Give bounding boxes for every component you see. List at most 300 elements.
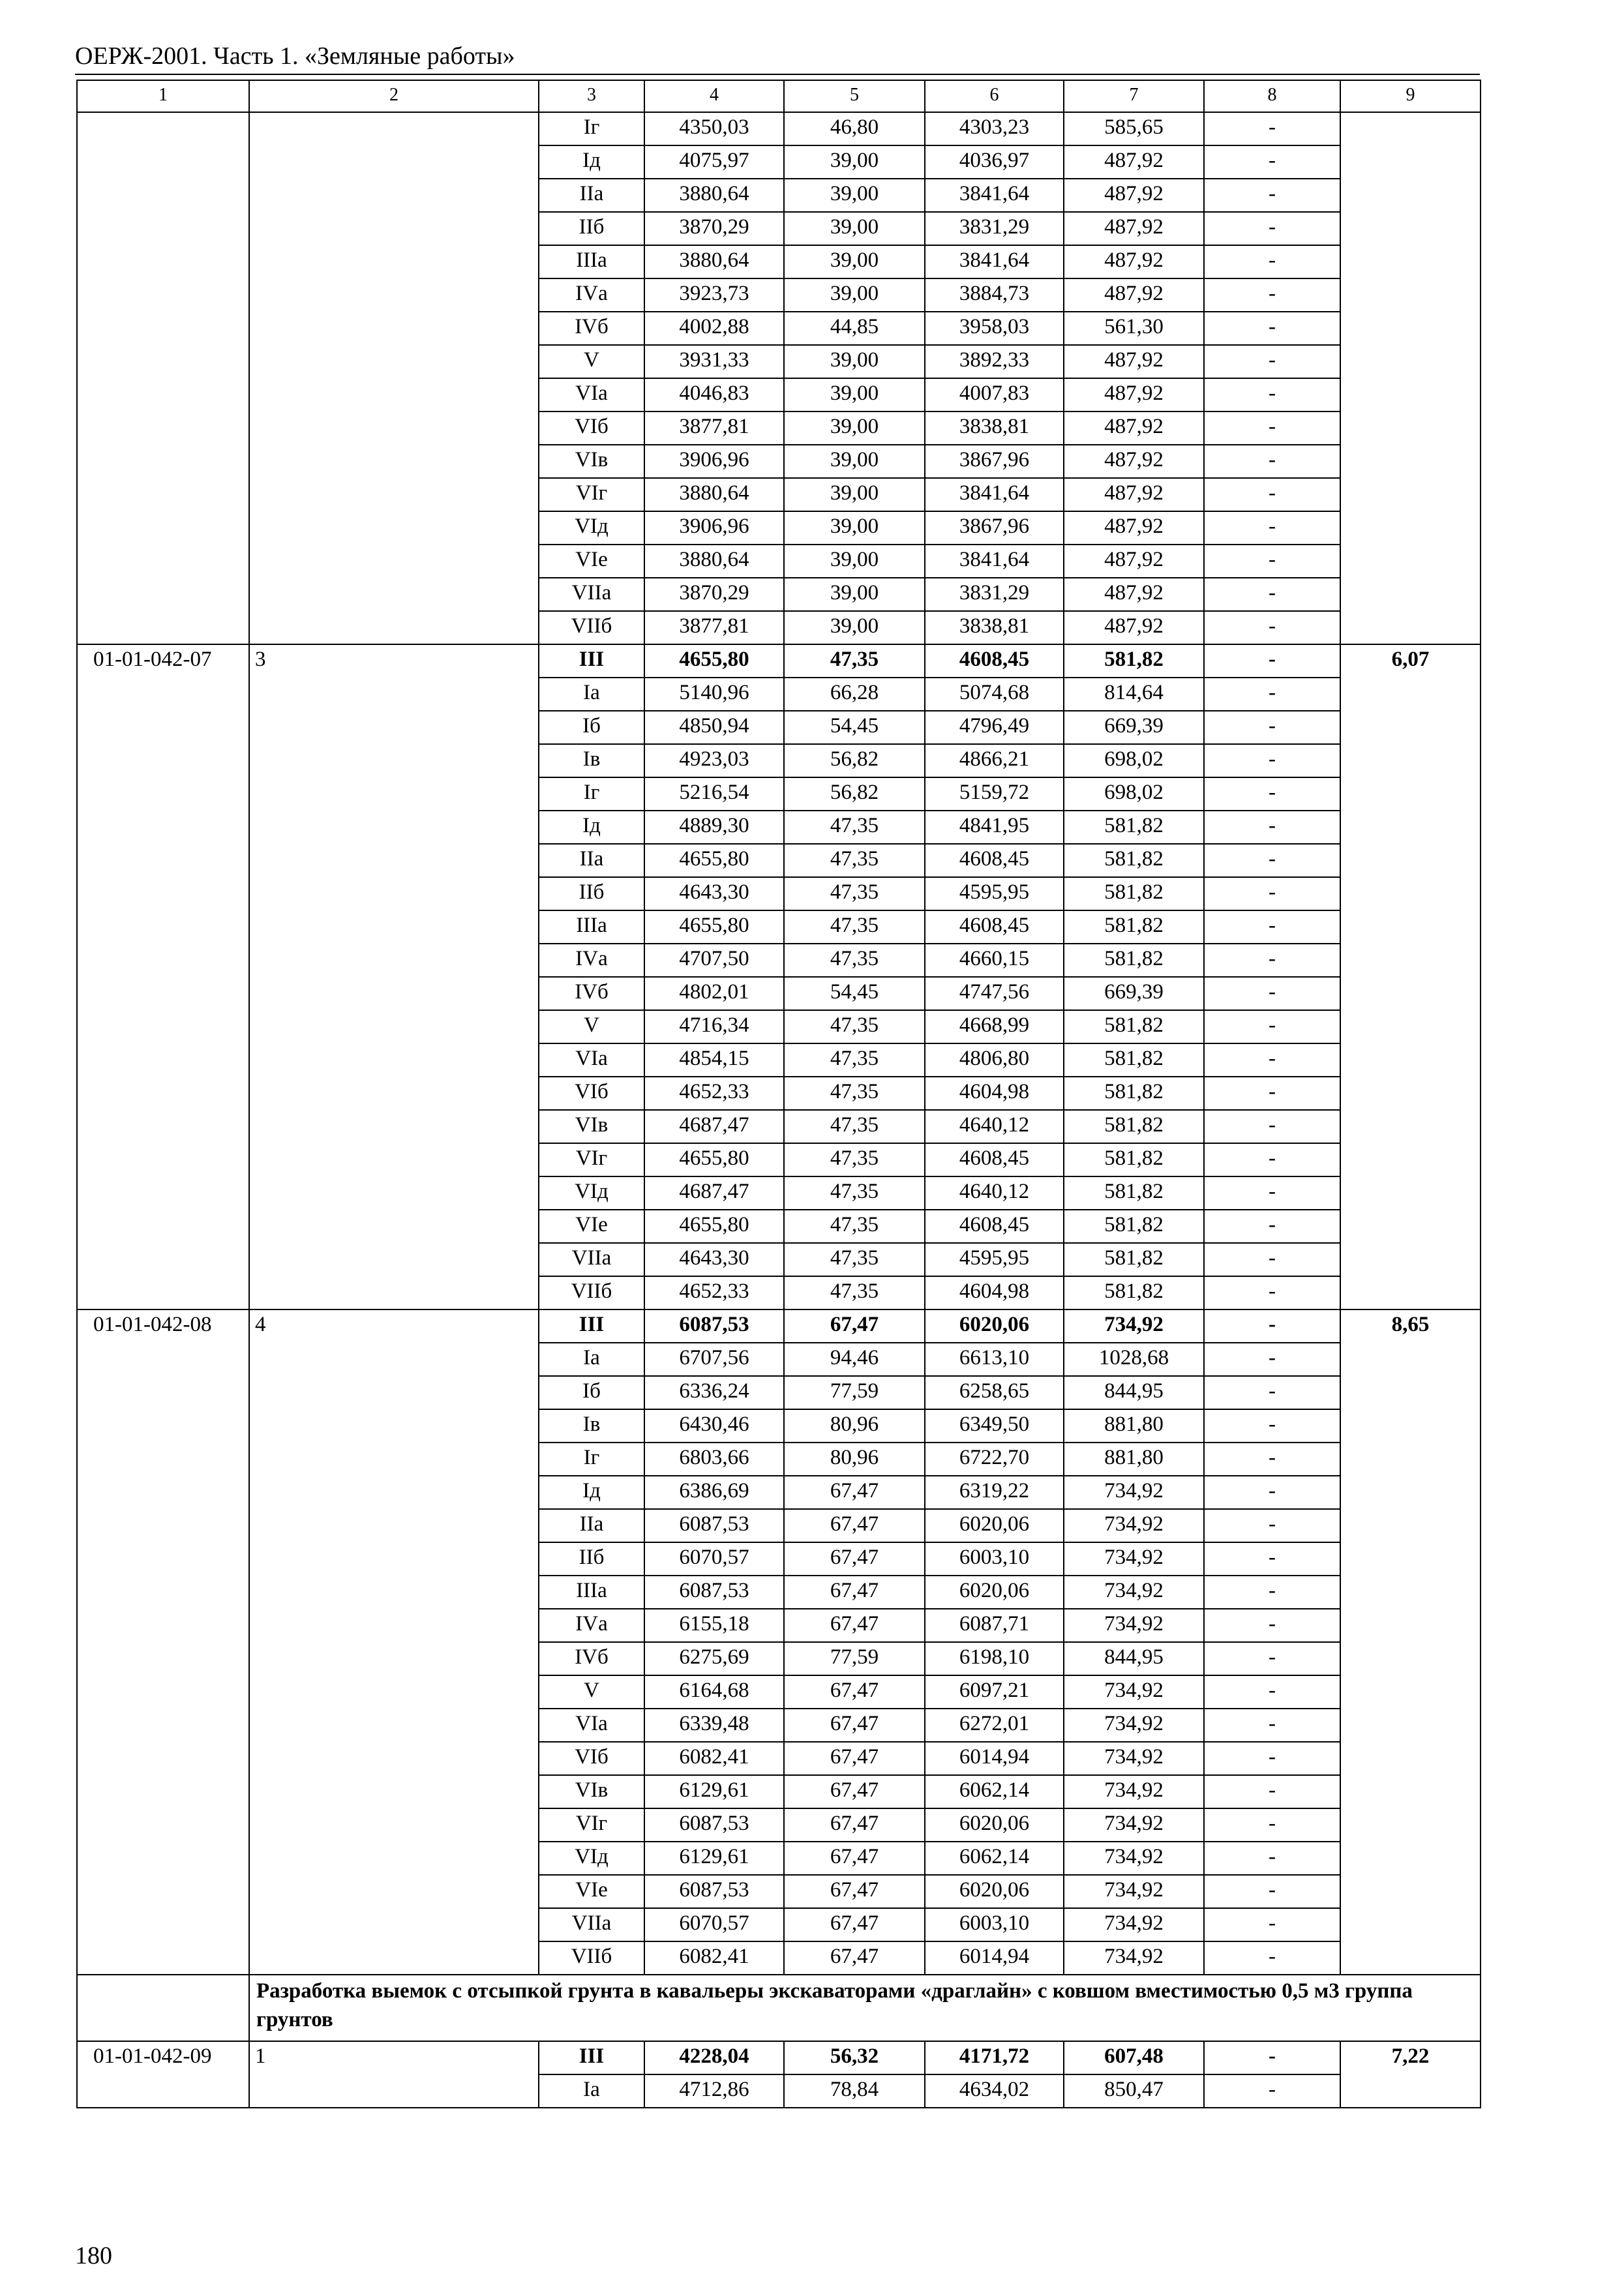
table-row: [77, 2041, 1481, 2074]
value-cell: 77,59: [784, 1642, 925, 1675]
value-cell: 47,35: [784, 1143, 925, 1176]
soil-category-empty: [249, 112, 539, 644]
value-cell: 3892,33: [925, 345, 1064, 378]
value-cell: 4889,30: [644, 811, 784, 844]
value-cell: 6339,48: [644, 1709, 784, 1742]
value-cell: 67,47: [784, 1309, 925, 1343]
value-cell: -: [1204, 944, 1340, 977]
value-cell: 3838,81: [925, 611, 1064, 644]
column-number: 3: [539, 80, 644, 112]
value-cell: -: [1204, 1542, 1340, 1576]
value-cell: 47,35: [784, 1077, 925, 1110]
value-cell: 734,92: [1064, 1742, 1204, 1775]
value-cell: -: [1204, 644, 1340, 678]
value-cell: 3841,64: [925, 545, 1064, 578]
value-cell: 6087,53: [644, 1309, 784, 1343]
value-cell: -: [1204, 1077, 1340, 1110]
value-cell: 844,95: [1064, 1376, 1204, 1409]
value-cell: -: [1204, 1110, 1340, 1143]
value-cell: 6087,53: [644, 1875, 784, 1908]
group-label: Iг: [539, 112, 644, 145]
value-cell: 39,00: [784, 278, 925, 312]
value-cell: 6020,06: [925, 1576, 1064, 1609]
value-cell: 46,80: [784, 112, 925, 145]
group-label: VIIа: [539, 578, 644, 611]
value-cell: 39,00: [784, 378, 925, 411]
value-cell: -: [1204, 245, 1340, 278]
rate-code: 01-01-042-08: [77, 1309, 249, 1975]
rate-code: 01-01-042-07: [77, 644, 249, 1309]
value-cell: 6275,69: [644, 1642, 784, 1675]
group-label: VIе: [539, 1210, 644, 1243]
value-cell: 4608,45: [925, 1143, 1064, 1176]
group-label: VIе: [539, 545, 644, 578]
group-label: Iа: [539, 678, 644, 711]
value-cell: -: [1204, 877, 1340, 910]
value-cell: -: [1204, 278, 1340, 312]
group-label: IIIа: [539, 1576, 644, 1609]
value-cell: 734,92: [1064, 1875, 1204, 1908]
section-title-row: [77, 1975, 1481, 2041]
value-cell: 4668,99: [925, 1010, 1064, 1043]
value-cell: 3831,29: [925, 578, 1064, 611]
value-cell: 67,47: [784, 1775, 925, 1808]
value-cell: -: [1204, 2074, 1340, 2108]
value-cell: 4866,21: [925, 744, 1064, 777]
column-number: 8: [1204, 80, 1340, 112]
section-title-blank: [77, 1975, 249, 2041]
value-cell: 4595,95: [925, 877, 1064, 910]
value-cell: 1028,68: [1064, 1343, 1204, 1376]
value-cell: 47,35: [784, 1176, 925, 1210]
value-cell: 581,82: [1064, 644, 1204, 678]
value-cell: 47,35: [784, 877, 925, 910]
value-cell: 6198,10: [925, 1642, 1064, 1675]
value-cell: -: [1204, 611, 1340, 644]
value-cell: 6062,14: [925, 1775, 1064, 1808]
group-label: VIа: [539, 378, 644, 411]
value-cell: -: [1204, 545, 1340, 578]
labor-cost: 8,65: [1340, 1309, 1481, 1975]
value-cell: 5074,68: [925, 678, 1064, 711]
value-cell: 67,47: [784, 1509, 925, 1542]
table-row: [77, 644, 1481, 678]
value-cell: 6070,57: [644, 1542, 784, 1576]
value-cell: 4634,02: [925, 2074, 1064, 2108]
value-cell: 39,00: [784, 212, 925, 245]
value-cell: 487,92: [1064, 578, 1204, 611]
value-cell: 47,35: [784, 1243, 925, 1276]
value-cell: 39,00: [784, 511, 925, 545]
group-label: IIIа: [539, 910, 644, 944]
value-cell: -: [1204, 1409, 1340, 1443]
value-cell: 77,59: [784, 1376, 925, 1409]
value-cell: 67,47: [784, 1908, 925, 1941]
group-label: IIб: [539, 1542, 644, 1576]
value-cell: 4655,80: [644, 644, 784, 678]
value-cell: 581,82: [1064, 1210, 1204, 1243]
value-cell: 39,00: [784, 411, 925, 445]
group-label: Iв: [539, 1409, 644, 1443]
value-cell: 814,64: [1064, 678, 1204, 711]
value-cell: 6087,53: [644, 1808, 784, 1842]
value-cell: 850,47: [1064, 2074, 1204, 2108]
value-cell: 6014,94: [925, 1742, 1064, 1775]
value-cell: 4350,03: [644, 112, 784, 145]
value-cell: -: [1204, 2041, 1340, 2074]
value-cell: -: [1204, 910, 1340, 944]
soil-category: 1: [249, 2041, 539, 2108]
value-cell: 581,82: [1064, 910, 1204, 944]
value-cell: -: [1204, 1443, 1340, 1476]
value-cell: -: [1204, 1709, 1340, 1742]
value-cell: 39,00: [784, 145, 925, 179]
group-label: VIе: [539, 1875, 644, 1908]
value-cell: -: [1204, 977, 1340, 1010]
value-cell: 47,35: [784, 811, 925, 844]
value-cell: 3838,81: [925, 411, 1064, 445]
value-cell: 6020,06: [925, 1808, 1064, 1842]
value-cell: 4655,80: [644, 844, 784, 877]
value-cell: 581,82: [1064, 944, 1204, 977]
column-number: 7: [1064, 80, 1204, 112]
value-cell: 4854,15: [644, 1043, 784, 1077]
value-cell: 47,35: [784, 844, 925, 877]
group-label: VIв: [539, 1775, 644, 1808]
value-cell: 3880,64: [644, 478, 784, 511]
value-cell: 487,92: [1064, 478, 1204, 511]
value-cell: -: [1204, 145, 1340, 179]
value-cell: 47,35: [784, 1210, 925, 1243]
group-label: VIIа: [539, 1908, 644, 1941]
group-label: IVа: [539, 1609, 644, 1642]
group-label: IVб: [539, 312, 644, 345]
value-cell: 4841,95: [925, 811, 1064, 844]
value-cell: -: [1204, 445, 1340, 478]
value-cell: 66,28: [784, 678, 925, 711]
value-cell: 47,35: [784, 944, 925, 977]
rate-code-empty: [77, 112, 249, 644]
value-cell: 6082,41: [644, 1742, 784, 1775]
value-cell: 5216,54: [644, 777, 784, 811]
value-cell: 585,65: [1064, 112, 1204, 145]
value-cell: 47,35: [784, 1043, 925, 1077]
column-number: 9: [1340, 80, 1481, 112]
group-label: IIа: [539, 179, 644, 212]
value-cell: 3841,64: [925, 245, 1064, 278]
value-cell: 47,35: [784, 910, 925, 944]
value-cell: 80,96: [784, 1409, 925, 1443]
value-cell: 4640,12: [925, 1110, 1064, 1143]
value-cell: 3880,64: [644, 245, 784, 278]
value-cell: 6062,14: [925, 1842, 1064, 1875]
value-cell: 3931,33: [644, 345, 784, 378]
value-cell: 734,92: [1064, 1775, 1204, 1808]
value-cell: 698,02: [1064, 777, 1204, 811]
value-cell: 3880,64: [644, 179, 784, 212]
group-label: VIIб: [539, 611, 644, 644]
group-label: Iг: [539, 777, 644, 811]
value-cell: -: [1204, 1908, 1340, 1941]
value-cell: 581,82: [1064, 844, 1204, 877]
group-label: Iа: [539, 1343, 644, 1376]
group-label: Iд: [539, 1476, 644, 1509]
value-cell: 734,92: [1064, 1842, 1204, 1875]
value-cell: 6129,61: [644, 1842, 784, 1875]
group-label: IIIа: [539, 245, 644, 278]
group-label: Iд: [539, 811, 644, 844]
value-cell: 4850,94: [644, 711, 784, 744]
value-cell: 3841,64: [925, 179, 1064, 212]
value-cell: 6258,65: [925, 1376, 1064, 1409]
value-cell: 4687,47: [644, 1176, 784, 1210]
group-label: VIд: [539, 1176, 644, 1210]
value-cell: 6430,46: [644, 1409, 784, 1443]
value-cell: 487,92: [1064, 345, 1204, 378]
value-cell: -: [1204, 1609, 1340, 1642]
value-cell: 3841,64: [925, 478, 1064, 511]
value-cell: 4643,30: [644, 877, 784, 910]
value-cell: 94,46: [784, 1343, 925, 1376]
value-cell: 6087,53: [644, 1576, 784, 1609]
value-cell: 6164,68: [644, 1675, 784, 1709]
value-cell: 39,00: [784, 179, 925, 212]
value-cell: 4643,30: [644, 1243, 784, 1276]
column-number: 4: [644, 80, 784, 112]
group-label: VIг: [539, 1808, 644, 1842]
value-cell: 734,92: [1064, 1576, 1204, 1609]
value-cell: 67,47: [784, 1742, 925, 1775]
group-label: IVб: [539, 1642, 644, 1675]
value-cell: 581,82: [1064, 1276, 1204, 1309]
group-label: VIIб: [539, 1276, 644, 1309]
value-cell: -: [1204, 711, 1340, 744]
value-cell: 3831,29: [925, 212, 1064, 245]
value-cell: 3906,96: [644, 511, 784, 545]
value-cell: 67,47: [784, 1609, 925, 1642]
group-label: VIд: [539, 511, 644, 545]
value-cell: 487,92: [1064, 545, 1204, 578]
value-cell: 6349,50: [925, 1409, 1064, 1443]
value-cell: 4660,15: [925, 944, 1064, 977]
soil-category: 3: [249, 644, 539, 1309]
value-cell: 6386,69: [644, 1476, 784, 1509]
value-cell: 734,92: [1064, 1675, 1204, 1709]
value-cell: 67,47: [784, 1675, 925, 1709]
value-cell: 4608,45: [925, 1210, 1064, 1243]
value-cell: 3923,73: [644, 278, 784, 312]
value-cell: -: [1204, 212, 1340, 245]
soil-category: 4: [249, 1309, 539, 1975]
value-cell: 47,35: [784, 1276, 925, 1309]
value-cell: 4712,86: [644, 2074, 784, 2108]
section-title: Разработка выемок с отсыпкой грунта в кавальеры экскаваторами «драглайн» с ковшом вместимостью 0,5 м3 группа грунтов: [249, 1975, 1481, 2041]
value-cell: -: [1204, 1309, 1340, 1343]
group-label: IVа: [539, 944, 644, 977]
labor-cost-empty: [1340, 112, 1481, 644]
value-cell: -: [1204, 1642, 1340, 1675]
column-number: 6: [925, 80, 1064, 112]
value-cell: -: [1204, 312, 1340, 345]
group-label: Iд: [539, 145, 644, 179]
value-cell: 607,48: [1064, 2041, 1204, 2074]
value-cell: 56,32: [784, 2041, 925, 2074]
value-cell: 67,47: [784, 1808, 925, 1842]
value-cell: 6722,70: [925, 1443, 1064, 1476]
group-label: Iб: [539, 711, 644, 744]
value-cell: 6087,53: [644, 1509, 784, 1542]
value-cell: 6319,22: [925, 1476, 1064, 1509]
value-cell: -: [1204, 1941, 1340, 1975]
value-cell: 3870,29: [644, 578, 784, 611]
group-label: III: [539, 2041, 644, 2074]
value-cell: 3877,81: [644, 411, 784, 445]
group-label: IVб: [539, 977, 644, 1010]
value-cell: -: [1204, 1875, 1340, 1908]
rate-code: 01-01-042-09: [77, 2041, 249, 2108]
document-header: ОЕРЖ-2001. Часть 1. «Земляные работы»: [75, 42, 515, 70]
value-cell: -: [1204, 1476, 1340, 1509]
value-cell: 487,92: [1064, 511, 1204, 545]
value-cell: 5140,96: [644, 678, 784, 711]
value-cell: 5159,72: [925, 777, 1064, 811]
value-cell: 4716,34: [644, 1010, 784, 1043]
value-cell: 581,82: [1064, 1043, 1204, 1077]
value-cell: 581,82: [1064, 1010, 1204, 1043]
value-cell: 6336,24: [644, 1376, 784, 1409]
column-number: 1: [77, 80, 249, 112]
value-cell: 47,35: [784, 1110, 925, 1143]
value-cell: 487,92: [1064, 179, 1204, 212]
value-cell: 67,47: [784, 1476, 925, 1509]
group-label: IIб: [539, 212, 644, 245]
value-cell: 487,92: [1064, 611, 1204, 644]
value-cell: 561,30: [1064, 312, 1204, 345]
value-cell: -: [1204, 1276, 1340, 1309]
value-cell: 4707,50: [644, 944, 784, 977]
group-label: IIб: [539, 877, 644, 910]
value-cell: 734,92: [1064, 1509, 1204, 1542]
value-cell: -: [1204, 777, 1340, 811]
value-cell: 487,92: [1064, 278, 1204, 312]
value-cell: 4687,47: [644, 1110, 784, 1143]
value-cell: 39,00: [784, 345, 925, 378]
value-cell: -: [1204, 1742, 1340, 1775]
value-cell: -: [1204, 1376, 1340, 1409]
value-cell: 4228,04: [644, 2041, 784, 2074]
value-cell: -: [1204, 1343, 1340, 1376]
value-cell: 734,92: [1064, 1808, 1204, 1842]
value-cell: 6070,57: [644, 1908, 784, 1941]
value-cell: 581,82: [1064, 1176, 1204, 1210]
value-cell: 6020,06: [925, 1875, 1064, 1908]
value-cell: 734,92: [1064, 1709, 1204, 1742]
value-cell: 487,92: [1064, 445, 1204, 478]
value-cell: 3906,96: [644, 445, 784, 478]
value-cell: 4007,83: [925, 378, 1064, 411]
value-cell: 6155,18: [644, 1609, 784, 1642]
value-cell: 67,47: [784, 1576, 925, 1609]
value-cell: 734,92: [1064, 1476, 1204, 1509]
group-label: IVа: [539, 278, 644, 312]
value-cell: 39,00: [784, 545, 925, 578]
value-cell: 80,96: [784, 1443, 925, 1476]
value-cell: 67,47: [784, 1941, 925, 1975]
value-cell: 4923,03: [644, 744, 784, 777]
value-cell: 6129,61: [644, 1775, 784, 1808]
value-cell: 4046,83: [644, 378, 784, 411]
price-table: [76, 80, 1481, 2108]
value-cell: 581,82: [1064, 1243, 1204, 1276]
value-cell: 6272,01: [925, 1709, 1064, 1742]
value-cell: 67,47: [784, 1542, 925, 1576]
value-cell: 3877,81: [644, 611, 784, 644]
value-cell: 4652,33: [644, 1276, 784, 1309]
value-cell: 581,82: [1064, 877, 1204, 910]
value-cell: 6082,41: [644, 1941, 784, 1975]
group-label: VIв: [539, 445, 644, 478]
value-cell: -: [1204, 179, 1340, 212]
value-cell: -: [1204, 744, 1340, 777]
group-label: III: [539, 644, 644, 678]
value-cell: 4608,45: [925, 844, 1064, 877]
group-label: VIа: [539, 1709, 644, 1742]
value-cell: 44,85: [784, 312, 925, 345]
value-cell: 698,02: [1064, 744, 1204, 777]
group-label: VIв: [539, 1110, 644, 1143]
value-cell: 56,82: [784, 744, 925, 777]
column-number: 2: [249, 80, 539, 112]
value-cell: 734,92: [1064, 1941, 1204, 1975]
value-cell: 39,00: [784, 245, 925, 278]
value-cell: 669,39: [1064, 711, 1204, 744]
value-cell: 6003,10: [925, 1542, 1064, 1576]
value-cell: 734,92: [1064, 1309, 1204, 1343]
group-label: VIIб: [539, 1941, 644, 1975]
value-cell: 487,92: [1064, 145, 1204, 179]
value-cell: 4036,97: [925, 145, 1064, 179]
value-cell: 4655,80: [644, 910, 784, 944]
value-cell: 6707,56: [644, 1343, 784, 1376]
column-number: 5: [784, 80, 925, 112]
value-cell: -: [1204, 811, 1340, 844]
value-cell: 3880,64: [644, 545, 784, 578]
table-row: [77, 1309, 1481, 1343]
value-cell: 3867,96: [925, 445, 1064, 478]
labor-cost: 7,22: [1340, 2041, 1481, 2108]
value-cell: 487,92: [1064, 411, 1204, 445]
group-label: Iа: [539, 2074, 644, 2108]
value-cell: 3867,96: [925, 511, 1064, 545]
group-label: Iв: [539, 744, 644, 777]
value-cell: 487,92: [1064, 245, 1204, 278]
value-cell: 4075,97: [644, 145, 784, 179]
group-label: III: [539, 1309, 644, 1343]
value-cell: -: [1204, 1775, 1340, 1808]
value-cell: -: [1204, 1210, 1340, 1243]
value-cell: 6613,10: [925, 1343, 1064, 1376]
value-cell: 4802,01: [644, 977, 784, 1010]
value-cell: 4655,80: [644, 1210, 784, 1243]
value-cell: 581,82: [1064, 1110, 1204, 1143]
value-cell: -: [1204, 1509, 1340, 1542]
value-cell: 47,35: [784, 644, 925, 678]
value-cell: -: [1204, 678, 1340, 711]
group-label: VIIа: [539, 1243, 644, 1276]
value-cell: 487,92: [1064, 378, 1204, 411]
value-cell: 581,82: [1064, 811, 1204, 844]
value-cell: 581,82: [1064, 1143, 1204, 1176]
